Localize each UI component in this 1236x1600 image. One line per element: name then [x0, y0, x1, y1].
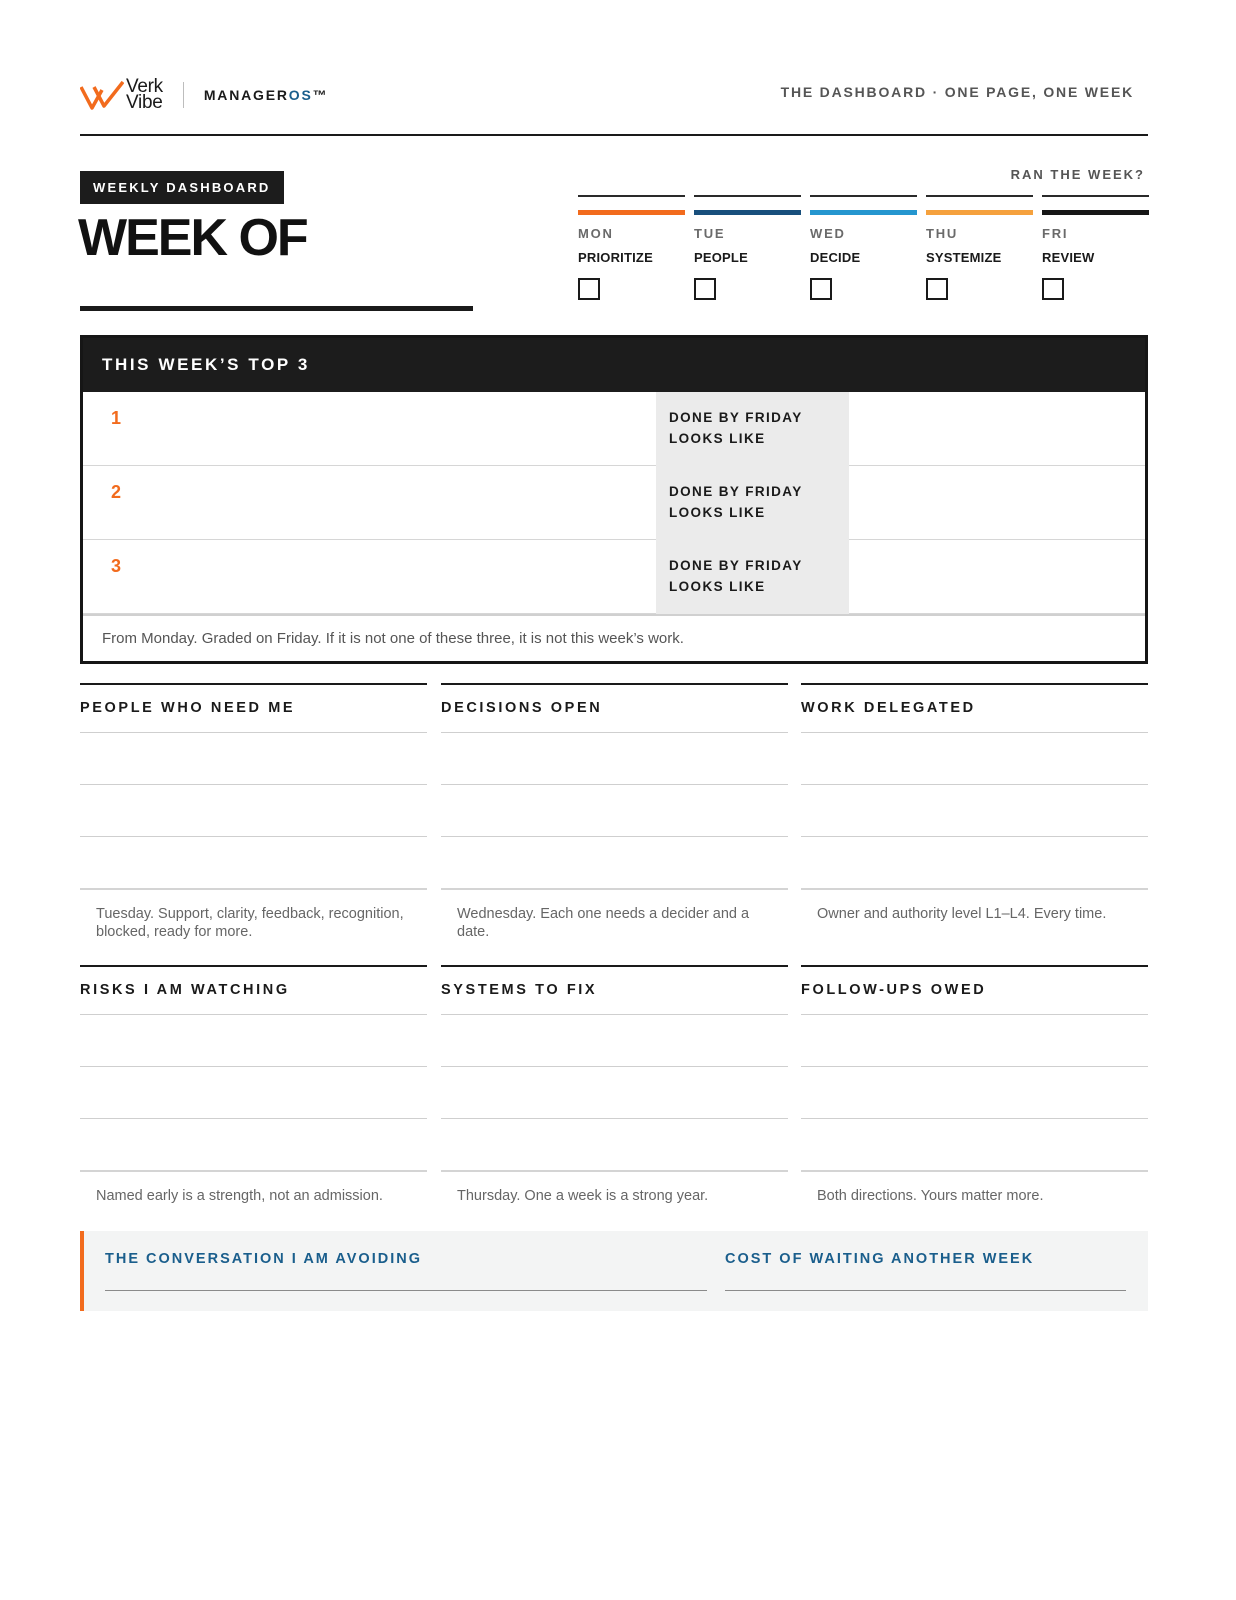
brand-divider: [183, 82, 184, 108]
done-by-friday-cell: [656, 466, 849, 540]
done-label-line2: LOOKS LIKE: [669, 431, 766, 446]
day-tue: [694, 195, 801, 305]
section-rule: [801, 683, 1148, 685]
day-checkbox-wed[interactable]: [810, 278, 832, 300]
day-abbr: THU: [926, 226, 959, 241]
write-line[interactable]: [80, 1170, 427, 1172]
page-title: WEEK OF: [78, 209, 307, 267]
section-note: Wednesday. Each one needs a decider and a date.: [457, 906, 750, 940]
priority-number: 1: [111, 408, 122, 428]
write-line[interactable]: [80, 1066, 427, 1067]
ran-the-week-label: RAN THE WEEK?: [1010, 167, 1145, 182]
page-header: [80, 78, 1148, 136]
write-line[interactable]: [801, 1014, 1148, 1015]
done-label-line1: DONE BY FRIDAY: [669, 410, 803, 425]
done-label-line1: DONE BY FRIDAY: [669, 558, 803, 573]
day-checkbox-thu[interactable]: [926, 278, 948, 300]
week-of-write-line[interactable]: [80, 306, 473, 311]
product-name: [204, 87, 329, 103]
write-line[interactable]: [80, 836, 427, 837]
day-mon: [578, 195, 685, 305]
cost-write-line[interactable]: [725, 1290, 1126, 1291]
day-rule: [926, 195, 1033, 197]
section-decisions-open: [441, 683, 788, 943]
write-line[interactable]: [441, 732, 788, 733]
brand-logo: [80, 78, 328, 112]
day-theme: REVIEW: [1042, 250, 1095, 265]
section-note: Named early is a strength, not an admission.: [96, 1188, 383, 1204]
day-abbr: TUE: [694, 226, 726, 241]
section-rule: [441, 965, 788, 967]
write-line[interactable]: [441, 784, 788, 785]
day-color-bar: [578, 210, 685, 215]
done-label-line2: LOOKS LIKE: [669, 505, 766, 520]
section-rule: [80, 683, 427, 685]
section-note: Both directions. Yours matter more.: [817, 1188, 1044, 1204]
done-by-friday-cell: [656, 392, 849, 466]
section-people-who-need-me: [80, 683, 427, 943]
product-os: OS: [288, 87, 313, 103]
write-line[interactable]: [801, 836, 1148, 837]
priority-number: 3: [111, 556, 122, 576]
section-title: FOLLOW-UPS OWED: [801, 982, 987, 998]
day-color-bar: [926, 210, 1033, 215]
conversation-write-line[interactable]: [105, 1290, 707, 1291]
conversation-avoiding-box: [80, 1231, 1148, 1311]
done-by-friday-cell: [656, 540, 849, 614]
day-checkbox-mon[interactable]: [578, 278, 600, 300]
section-systems-to-fix: [441, 965, 788, 1215]
write-line[interactable]: [801, 888, 1148, 890]
section-rule: [80, 965, 427, 967]
day-rule: [694, 195, 801, 197]
day-checkbox-tue[interactable]: [694, 278, 716, 300]
top-three-row[interactable]: [83, 466, 1145, 540]
top-three-row[interactable]: [83, 540, 1145, 614]
header-tagline: THE DASHBOARD · ONE PAGE, ONE WEEK: [780, 84, 1134, 100]
day-color-bar: [694, 210, 801, 215]
write-line[interactable]: [801, 1170, 1148, 1172]
brand-line-1: Verk: [126, 76, 163, 97]
conversation-avoiding-label: THE CONVERSATION I AM AVOIDING: [105, 1251, 422, 1267]
write-line[interactable]: [80, 888, 427, 890]
cost-of-waiting-label: COST OF WAITING ANOTHER WEEK: [725, 1251, 1035, 1267]
day-rule: [578, 195, 685, 197]
section-note: Owner and authority level L1–L4. Every time.: [817, 906, 1107, 922]
section-title: SYSTEMS TO FIX: [441, 982, 598, 998]
day-rule: [1042, 195, 1149, 197]
day-wed: [810, 195, 917, 305]
write-line[interactable]: [801, 1118, 1148, 1119]
write-line[interactable]: [801, 784, 1148, 785]
section-note: Thursday. One a week is a strong year.: [457, 1188, 709, 1204]
write-line[interactable]: [801, 732, 1148, 733]
write-line[interactable]: [441, 836, 788, 837]
day-abbr: MON: [578, 226, 614, 241]
write-line[interactable]: [441, 1066, 788, 1067]
day-thu: [926, 195, 1033, 305]
write-line[interactable]: [80, 784, 427, 785]
product-prefix: MANAGER: [203, 87, 289, 103]
day-theme: SYSTEMIZE: [926, 250, 1002, 265]
day-theme: PRIORITIZE: [578, 250, 653, 265]
top-three-footnote: From Monday. Graded on Friday. If it is not one of these three, it is not this week’s work.: [83, 614, 1145, 661]
section-work-delegated: [801, 683, 1148, 943]
day-abbr: FRI: [1042, 226, 1069, 241]
top-three-heading: THIS WEEK’S TOP 3: [83, 338, 1145, 392]
section-title: PEOPLE WHO NEED ME: [80, 700, 296, 716]
top-three-row[interactable]: [83, 392, 1145, 466]
brand-line-2: Vibe: [126, 92, 163, 113]
section-title: WORK DELEGATED: [801, 700, 976, 716]
write-line[interactable]: [441, 1014, 788, 1015]
day-tracker: [578, 195, 1148, 305]
priority-number: 2: [111, 482, 122, 502]
done-label-line2: LOOKS LIKE: [669, 579, 766, 594]
day-color-bar: [810, 210, 917, 215]
section-note: Tuesday. Support, clarity, feedback, recognition, blocked, ready for more.: [96, 906, 404, 940]
verkvibe-logo-icon: [80, 78, 124, 112]
day-color-bar: [1042, 210, 1149, 215]
section-follow-ups-owed: [801, 965, 1148, 1215]
day-theme: DECIDE: [810, 250, 861, 265]
section-title: RISKS I AM WATCHING: [80, 982, 290, 998]
day-rule: [810, 195, 917, 197]
write-line[interactable]: [80, 1014, 427, 1015]
write-line[interactable]: [441, 888, 788, 890]
done-label-line1: DONE BY FRIDAY: [669, 484, 803, 499]
section-rule: [801, 965, 1148, 967]
weekly-dashboard-badge: WEEKLY DASHBOARD: [80, 171, 284, 204]
write-line[interactable]: [80, 732, 427, 733]
day-checkbox-fri[interactable]: [1042, 278, 1064, 300]
product-tm: ™: [312, 87, 329, 103]
brand-wordmark: [126, 76, 163, 113]
write-line[interactable]: [441, 1170, 788, 1172]
write-line[interactable]: [80, 1118, 427, 1119]
top-three-box: [80, 335, 1148, 664]
section-risks-watching: [80, 965, 427, 1215]
write-line[interactable]: [801, 1066, 1148, 1067]
day-theme: PEOPLE: [694, 250, 748, 265]
day-fri: [1042, 195, 1149, 305]
section-rule: [441, 683, 788, 685]
section-title: DECISIONS OPEN: [441, 700, 603, 716]
day-abbr: WED: [810, 226, 846, 241]
write-line[interactable]: [441, 1118, 788, 1119]
